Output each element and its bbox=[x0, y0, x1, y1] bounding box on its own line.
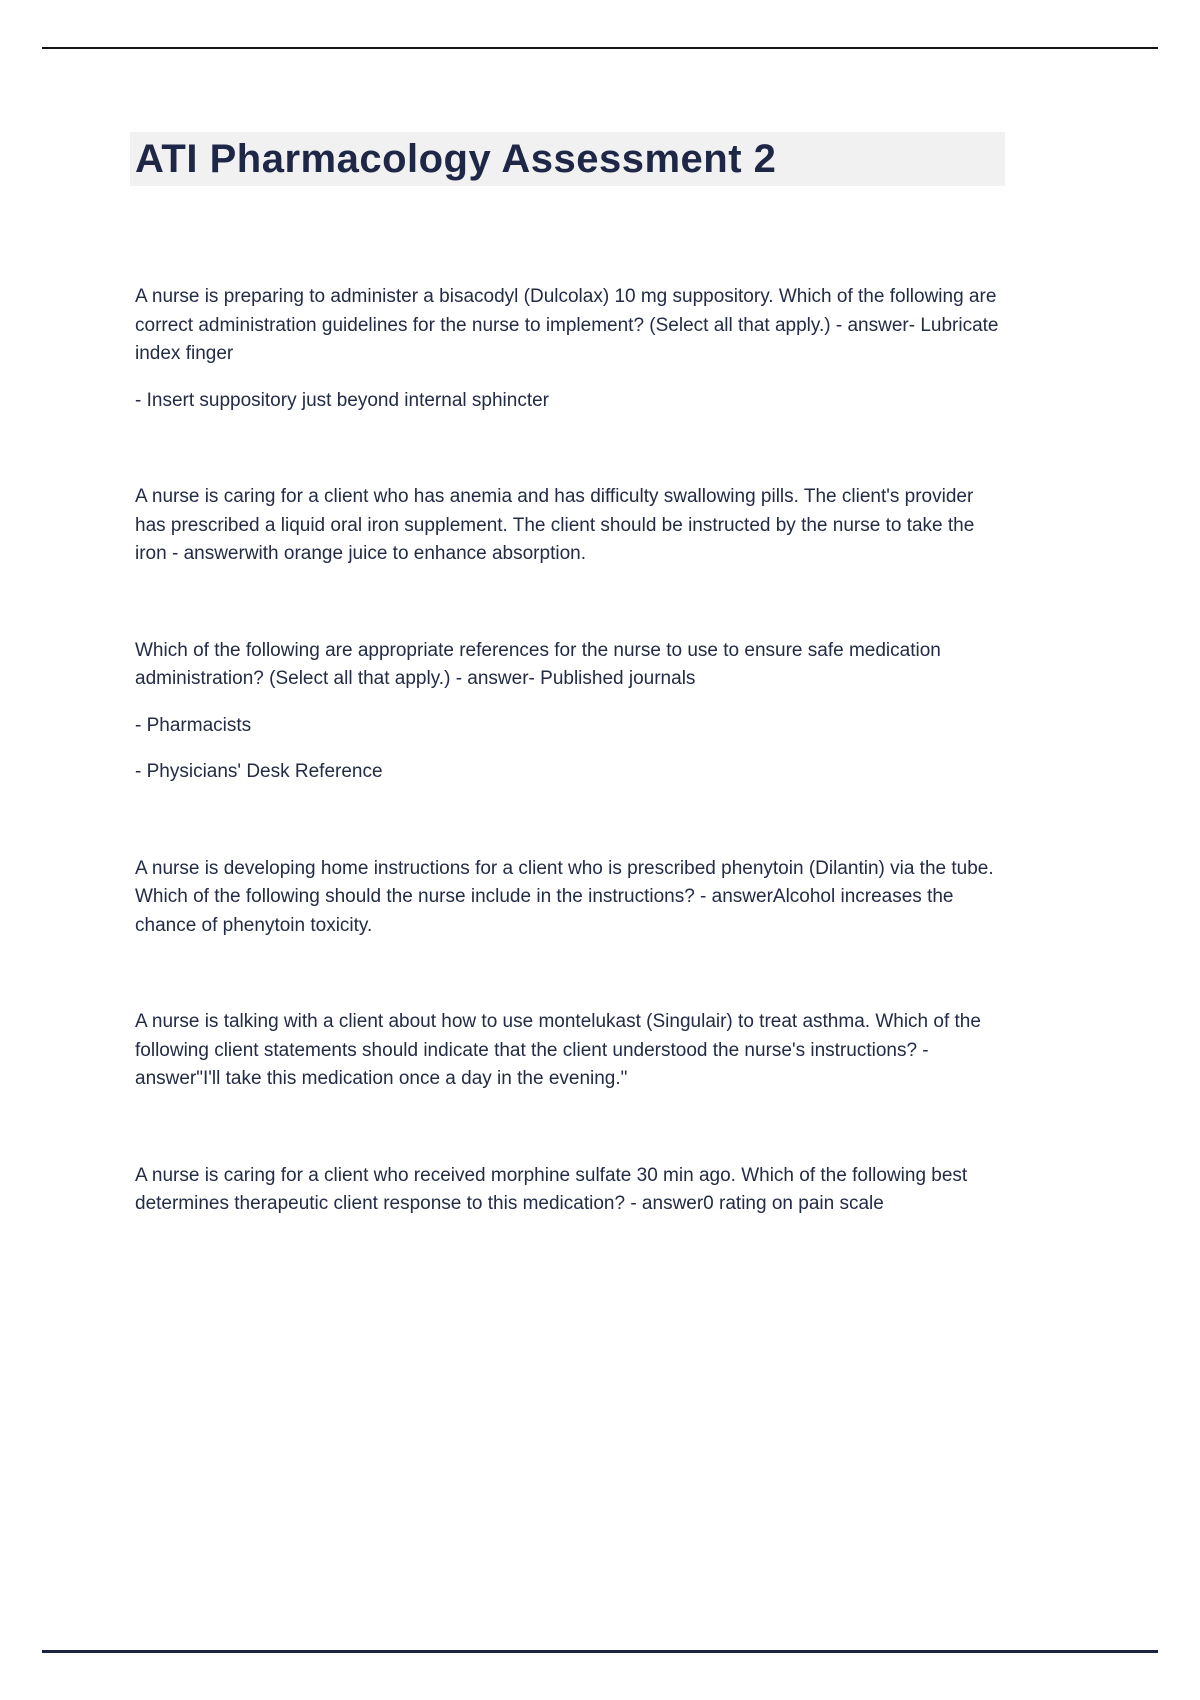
question-paragraph: A nurse is developing home instructions for a client who is prescribed phenytoin (Dilantin) via the tube. Which of the following should the nurse include in the instructions? - answerAlcohol increases the chance of phenytoin toxicity. bbox=[135, 857, 994, 936]
question-paragraph: A nurse is caring for a client who received morphine sulfate 30 min ago. Which of the following best determines therapeutic client response to this medication? - answer0 rating on pain scale bbox=[135, 1164, 968, 1214]
title-highlight-bar bbox=[130, 132, 1005, 186]
answer-continuation-line: - Insert suppository just beyond internal sphincter bbox=[135, 389, 549, 411]
question-paragraph: A nurse is caring for a client who has anemia and has difficulty swallowing pills. The client's provider has prescribed a liquid oral iron supplement. The client should be instructed by the nurse to take the iron - answerwith orange juice to enhance absorption. bbox=[135, 486, 975, 564]
bottom-divider bbox=[42, 1650, 1158, 1653]
question-paragraph: A nurse is talking with a client about how to use montelukast (Singulair) to treat asthma. Which of the following client statements should indicate that the client understood the nurse's instructions? - answer"I'll take this medication once a day in the evening." bbox=[135, 1011, 981, 1089]
page-title: ATI Pharmacology Assessment 2 bbox=[130, 132, 1005, 186]
answer-continuation-line: - Pharmacists bbox=[135, 714, 252, 736]
top-divider bbox=[42, 47, 1158, 49]
document-body bbox=[135, 283, 1000, 1237]
answer-continuation-line: - Physicians' Desk Reference bbox=[135, 761, 383, 782]
question-paragraph: A nurse is preparing to administer a bisacodyl (Dulcolax) 10 mg suppository. Which of the following are correct administration guidelines for the nurse to implement? (Select all that apply.) - answer- Lubricate index finger bbox=[135, 286, 999, 364]
question-paragraph: Which of the following are appropriate references for the nurse to use to ensure safe medication administration? (Select all that apply.) - answer- Published journals bbox=[135, 639, 941, 689]
